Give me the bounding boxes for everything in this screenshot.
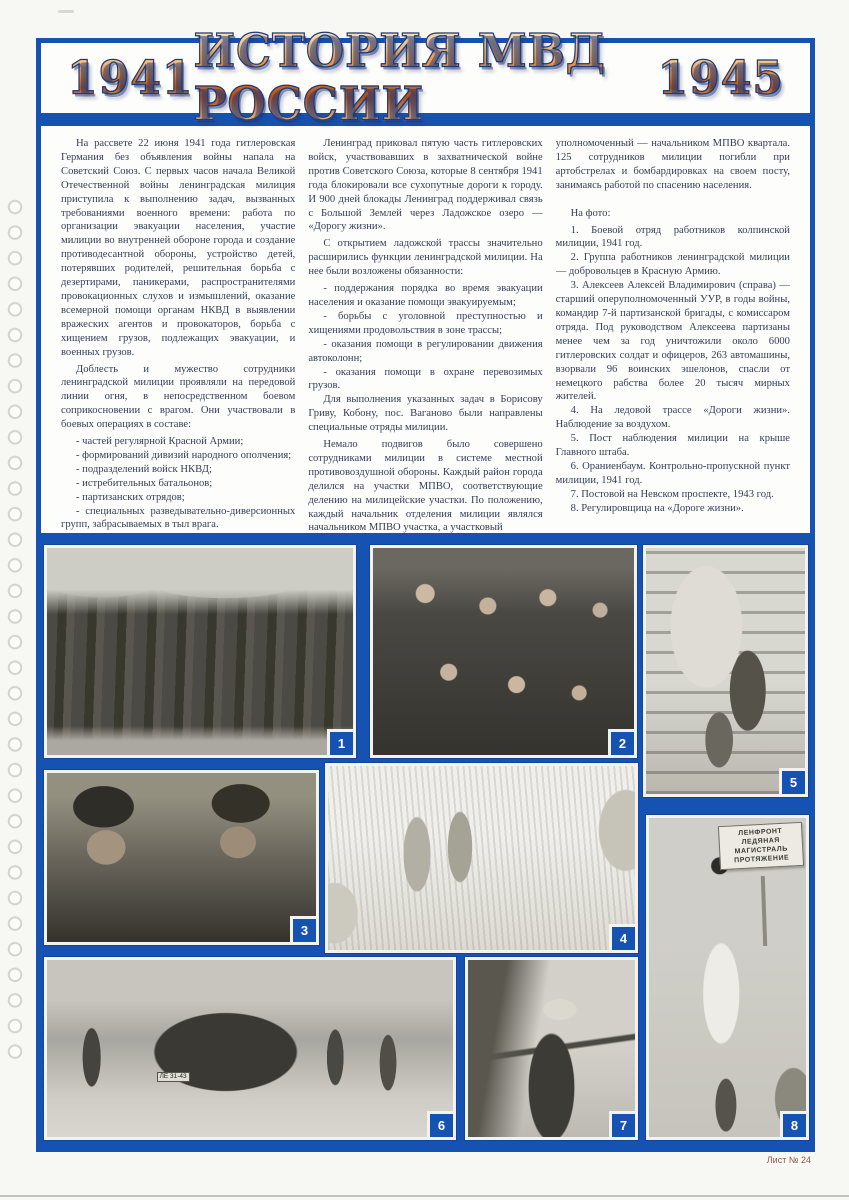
truck-license-plate: ЛЕ 31-43 (157, 1072, 190, 1082)
photo-image (373, 548, 634, 755)
paragraph: Ленинград приковал пятую часть гитлеровских войск, участвовавших в захватнической войне против Советского Союза, которые 8 сентября 1941 года блокировали все сухопутные дороги к городу. И 900 дней блокады Ленинград поддерживал связь с Большой Землей через Ладожское озеро — «Дорогу жизни». (308, 138, 543, 233)
text-column-1 (61, 137, 295, 533)
photo-number-badge: 5 (779, 768, 805, 794)
poster-header (41, 24, 810, 132)
scan-artifact (58, 10, 74, 13)
photo-4-ice-road-air-watch (325, 763, 638, 953)
photo-image (646, 548, 805, 794)
paragraph: На рассвете 22 июня 1941 года гитлеровская Германия без объявления войны напала на Советский Союз. С первых часов начала Великой Отечественной войны ленинградская милиция приступила к выполнению задач, вызванных требованиями военного времени: работа по организации эвакуации населения, участие милиции во внутренней обороне города и создание противодесантной обороны, устройство детей, потерявших родителей, решительная борьба с дезертирами, паникерами, распространителями провокационных слухов и измышлений, оказание всемерной помощи органам НКВД в выявлении вражеских агентов и провокаторов, борьба с хищением грузов, подлежащих эвакуации, и военных грузов. (61, 138, 296, 358)
photo-image (328, 766, 635, 950)
year-right: 1945 (657, 51, 784, 105)
year-left: 1941 (67, 51, 194, 105)
binder-holes (5, 195, 25, 1065)
photo-number-badge: 7 (609, 1111, 635, 1137)
photo-5-rooftop-observation-post (643, 545, 808, 797)
list-item: - формирований дивизий народного ополчения; (76, 449, 292, 461)
text-column-2 (308, 137, 542, 533)
list-item: - партизанских отрядов; (76, 491, 185, 503)
photo-caption: 7. Постовой на Невском проспекте, 1943 год. (570, 488, 774, 500)
photo-8-traffic-controller (646, 815, 809, 1140)
photo-number-badge: 6 (427, 1111, 453, 1137)
paragraph: Немало подвигов было совершено сотрудниками милиции в системе местной противовоздушной обороны. Каждый район города делился на участки МПВО, соответствующие делению на милицейские участки. По положению, каждый начальник отделения милиции являлся начальником МПВО участка, а участковый (308, 439, 543, 533)
paragraph: Доблесть и мужество сотрудники ленинградской милиции проявляли на передовой линии огня, в непосредственном боевом соприкосновении с врагом. Они участвовали в боевых операциях в составе: (61, 363, 296, 431)
list-item: - частей регулярной Красной Армии; (76, 436, 244, 448)
scan-edge-line (0, 1195, 849, 1197)
photo-1-kolpino-detachment (44, 545, 356, 758)
sign-line: ЛЕДЯНАЯ (741, 837, 781, 847)
list-item: - оказания помощи в регулировании движения автоколонн; (308, 338, 543, 364)
poster-frame (36, 24, 815, 1152)
sign-line: ЛЕНФРОНТ (738, 827, 783, 838)
photo-number-badge: 1 (327, 729, 353, 755)
paragraph: уполномоченный — начальником МПВО квартала. 125 сотрудников милиции погибли при артобстрелах и бомбардировках на своем посту, занимаясь работой по спасению населения. (555, 138, 790, 191)
paragraph: С открытием ладожской трассы значительно расширились функции ленинградской милиции. На нее были возложены обязанности: (308, 238, 543, 278)
paragraph: Для выполнения указанных задач в Борисову Гриву, Кобону, пос. Ваганово были направлены специальные отряды милиции. (308, 394, 543, 434)
photo-image (47, 960, 453, 1137)
photo-image (47, 773, 316, 942)
list-item: - специальных разведывательно-диверсионных групп, забрасываемых в тыл врага. (61, 505, 296, 531)
list-item: - истребительных батальонов; (76, 477, 213, 489)
ice-road-sign (718, 822, 804, 870)
photo-caption: 3. Алексеев Алексей Владимирович (справа) — старший оперуполномоченный УУР, в годы войны, командир 7-й партизанской бригады, с комиссаром отряда. Под руководством Алексеева партизаны менее чем за год уничтожили около 6000 гитлеровских солдат и офицеров, 263 автомашины, взорвали 96 воинских эшелонов, спасли от немецкого рабства более 20 тысяч мирных жителей. (555, 280, 790, 403)
text-column-3 (556, 137, 790, 533)
poster-title: ИСТОРИЯ МВД РОССИИ (193, 25, 657, 131)
photo-caption: 2. Группа работников ленинградской милиции — добровольцев в Красную Армию. (555, 252, 790, 278)
photo-number-badge: 4 (609, 924, 635, 950)
list-item: - подразделений войск НКВД; (76, 463, 212, 475)
list-item: - борьбы с уголовной преступностью и хищениями продовольствия в зоне трассы; (308, 310, 543, 336)
list-item: - поддержания порядка во время эвакуации населения и оказание помощи эвакуируемым; (308, 283, 543, 308)
photo-caption: 4. На ледовой трассе «Дороги жизни». Наблюдение за воздухом. (555, 405, 790, 431)
photo-image (47, 548, 353, 755)
sheet-number: Лист № 24 (766, 1155, 811, 1165)
photo-7-nevsky-sentry (465, 957, 638, 1140)
list-item: - оказания помощи в охране перевозимых грузов. (308, 366, 543, 392)
photo-gallery (41, 533, 810, 1147)
article-text (41, 126, 810, 533)
photo-caption: 1. Боевой отряд работников колпинской милиции, 1941 год. (555, 224, 790, 250)
photo-caption: 8. Регулировщица на «Дороге жизни». (570, 502, 744, 514)
photo-3-alekseev-partisans (44, 770, 319, 945)
photo-number-badge: 2 (608, 729, 634, 755)
photos-list-label: На фото: (570, 207, 611, 219)
photo-caption: 6. Ораниенбаум. Контрольно-пропускной пункт милиции, 1941 год. (555, 460, 790, 486)
photo-caption: 5. Пост наблюдения милиции на крыше Главного штаба. (555, 433, 790, 459)
photo-2-volunteers-group (370, 545, 637, 758)
photo-6-oranienbaum-checkpoint (44, 957, 456, 1140)
sign-line: ПРОТЯЖЕНИЕ (734, 854, 790, 865)
sign-line: МАГИСТРАЛЬ (734, 845, 788, 856)
photo-number-badge: 3 (290, 916, 316, 942)
photo-number-badge: 8 (780, 1111, 806, 1137)
